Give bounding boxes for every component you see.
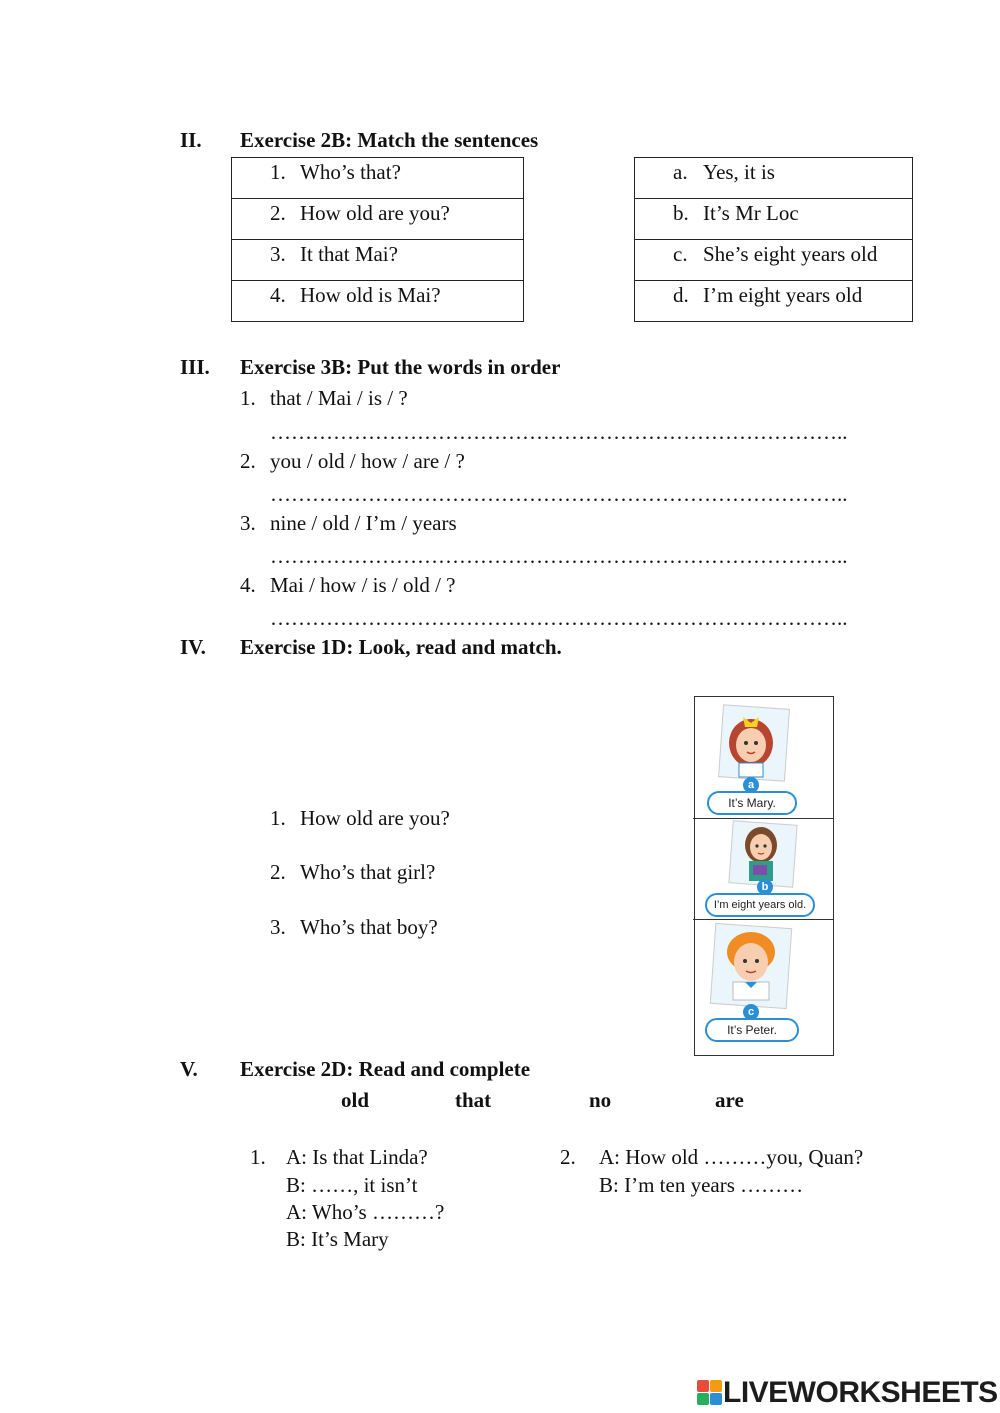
picture-c[interactable] — [695, 920, 833, 1054]
dialog-2-line-2[interactable]: B: I’m ten years ……… — [599, 1173, 804, 1197]
table-row — [232, 240, 524, 281]
match-right-cell-a[interactable]: a. Yes, it is — [635, 158, 913, 199]
liveworksheets-logo-icon — [697, 1378, 723, 1408]
word-bank-word[interactable]: that — [455, 1088, 492, 1112]
picture-a[interactable] — [695, 697, 833, 818]
table-row — [232, 199, 524, 240]
match-left-cell-1[interactable]: 1. Who’s that? — [232, 158, 524, 199]
caption-b: I’m eight years old. — [705, 893, 815, 917]
answer-line-1[interactable]: ……………………………………………………………………….. — [270, 420, 848, 444]
match-left-cell-2[interactable]: 2. How old are you? — [232, 199, 524, 240]
answer-line-3[interactable]: ……………………………………………………………………….. — [270, 544, 848, 568]
match-left-table — [231, 157, 524, 322]
section-3-number: III. — [180, 355, 210, 379]
answer-line-4[interactable]: ……………………………………………………………………….. — [270, 606, 848, 630]
picture-panel — [694, 696, 834, 1056]
order-item-4: 4. Mai / how / is / old / ? — [240, 573, 456, 597]
dialog-2-number: 2. — [560, 1145, 576, 1169]
table-row — [635, 199, 913, 240]
section-3-title: Exercise 3B: Put the words in order — [240, 355, 561, 379]
liveworksheets-logo — [697, 1376, 998, 1410]
order-item-3: 3. nine / old / I’m / years — [240, 511, 457, 535]
word-bank-word[interactable]: are — [715, 1088, 744, 1112]
dialog-1-line-2[interactable]: B: ……, it isn’t — [286, 1173, 418, 1197]
letter-a-badge: a — [743, 777, 759, 793]
letter-b-badge: b — [757, 879, 773, 895]
section-5-title: Exercise 2D: Read and complete — [240, 1057, 531, 1081]
word-bank-word[interactable]: old — [341, 1088, 370, 1112]
section-2-title: Exercise 2B: Match the sentences — [240, 128, 539, 152]
logo-text: LIVEWORKSHEETS — [723, 1376, 998, 1409]
table-row — [232, 158, 524, 199]
caption-a: It’s Mary. — [707, 791, 797, 815]
match-left-cell-4[interactable]: 4. How old is Mai? — [232, 281, 524, 322]
caption-c: It’s Peter. — [705, 1018, 799, 1042]
order-item-1: 1. that / Mai / is / ? — [240, 386, 408, 410]
match-right-cell-d[interactable]: d. I’m eight years old — [635, 281, 913, 322]
dialog-1-line-1: A: Is that Linda? — [286, 1145, 428, 1169]
word-bank-word[interactable]: no — [589, 1088, 612, 1112]
look-match-item-2[interactable]: 2. Who’s that girl? — [270, 860, 436, 884]
picture-b[interactable] — [695, 819, 833, 919]
look-match-item-3[interactable]: 3. Who’s that boy? — [270, 915, 438, 939]
table-row — [635, 281, 913, 322]
section-4-number: IV. — [180, 635, 206, 659]
table-row — [232, 281, 524, 322]
section-2-number: II. — [180, 128, 202, 152]
match-right-cell-c[interactable]: c. She’s eight years old — [635, 240, 913, 281]
match-right-table — [634, 157, 913, 322]
section-4-title: Exercise 1D: Look, read and match. — [240, 635, 562, 659]
section-5-number: V. — [180, 1057, 198, 1081]
table-row — [635, 158, 913, 199]
answer-line-2[interactable]: ……………………………………………………………………….. — [270, 482, 848, 506]
dialog-1-number: 1. — [250, 1145, 266, 1169]
match-right-cell-b[interactable]: b. It’s Mr Loc — [635, 199, 913, 240]
letter-c-badge: c — [743, 1004, 759, 1020]
match-left-cell-3[interactable]: 3. It that Mai? — [232, 240, 524, 281]
order-item-2: 2. you / old / how / are / ? — [240, 449, 465, 473]
dialog-1-line-3[interactable]: A: Who’s ………? — [286, 1200, 445, 1224]
table-row — [635, 240, 913, 281]
dialog-1-line-4: B: It’s Mary — [286, 1227, 389, 1251]
dialog-2-line-1[interactable]: A: How old ………you, Quan? — [599, 1145, 864, 1169]
look-match-item-1[interactable]: 1. How old are you? — [270, 806, 450, 830]
